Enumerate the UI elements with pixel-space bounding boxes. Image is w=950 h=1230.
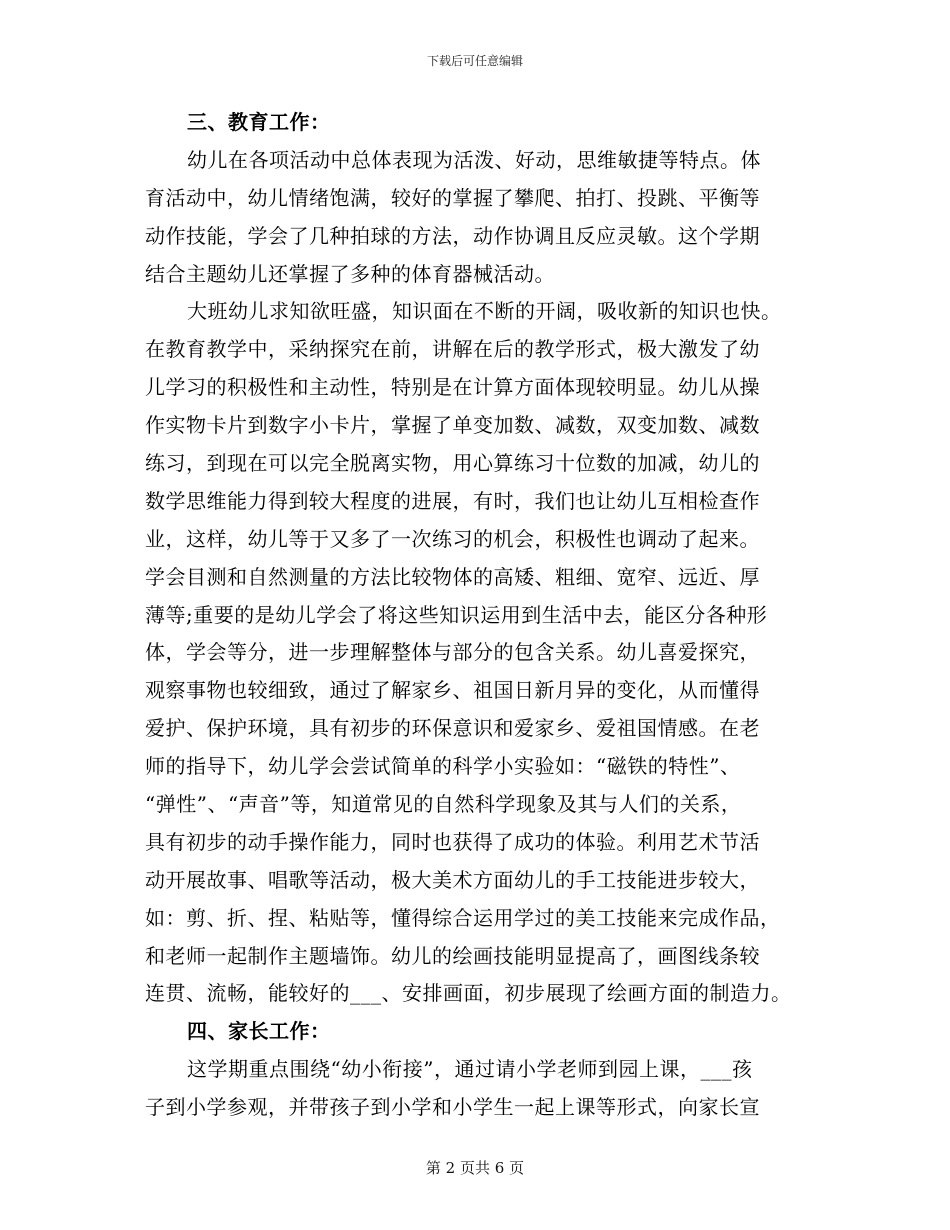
text-line: 薄等;重要的是幼儿学会了将这些知识运用到生活中去，能区分各种形: [145, 602, 768, 627]
text-line: 业，这样，幼儿等于又多了一次练习的机会，积极性也调动了起来。: [145, 526, 760, 551]
text-line: 动开展故事、唱歌等活动，极大美术方面幼儿的手工技能进步较大，: [145, 867, 760, 892]
page-header-note: 下载后可任意编辑: [426, 54, 523, 68]
text-line: 和老师一起制作主题墙饰。幼儿的绘画技能明显提高了，画图线条较: [145, 943, 760, 968]
text-line: 数学思维能力得到较大程度的进展，有时，我们也让幼儿互相检查作: [145, 488, 760, 513]
document-body: [145, 104, 825, 1127]
text-line: 子到小学参观，并带孩子到小学和小学生一起上课等形式，向家长宣: [145, 1095, 760, 1120]
text-line: 在教育教学中，采纳探究在前，讲解在后的教学形式，极大激发了幼: [145, 337, 760, 362]
text-line: 观察事物也较细致，通过了解家乡、祖国日新月异的变化，从而懂得: [145, 678, 760, 703]
text-line: 学会目测和自然测量的方法比较物体的高矮、粗细、宽窄、远近、厚: [145, 564, 760, 589]
section-heading-parents: 四、家长工作：: [187, 1019, 331, 1044]
text-line: 幼儿在各项活动中总体表现为活泼、好动，思维敏捷等特点。体: [187, 147, 761, 172]
text-line: 作实物卡片到数字小卡片，掌握了单变加数、减数，双变加数、减数: [145, 413, 760, 438]
section-heading-education: 三、教育工作：: [187, 110, 331, 134]
text-line: 连贯、流畅，能较好的___、安排画面，初步展现了绘画方面的制造力。: [145, 981, 792, 1006]
text-line: 师的指导下，幼儿学会尝试简单的科学小实验如：“磁铁的特性”、: [145, 754, 741, 779]
text-line: 体，学会等分，进一步理解整体与部分的包含关系。幼儿喜爱探究，: [145, 640, 760, 665]
text-line: 结合主题幼儿还掌握了多种的体育器械活动。: [145, 261, 555, 286]
page-number: 第 2 页共 6 页: [425, 1159, 525, 1177]
text-line: 如：剪、折、捏、粘贴等，懂得综合运用学过的美工技能来完成作品，: [145, 905, 781, 930]
text-line: 育活动中，幼儿情绪饱满，较好的掌握了攀爬、拍打、投跳、平衡等: [145, 185, 760, 210]
text-line: 具有初步的动手操作能力，同时也获得了成功的体验。利用艺术节活: [145, 829, 760, 854]
text-line: 动作技能，学会了几种拍球的方法，动作协调且反应灵敏。这个学期: [145, 223, 760, 248]
text-line: 儿学习的积极性和主动性，特别是在计算方面体现较明显。幼儿从操: [145, 375, 760, 400]
text-line: 爱护、保护环境，具有初步的环保意识和爱家乡、爱祖国情感。在老: [145, 716, 760, 741]
text-line: “弹性”、“声音”等，知道常见的自然科学现象及其与人们的关系，: [145, 792, 742, 817]
text-line: 练习，到现在可以完全脱离实物，用心算练习十位数的加减，幼儿的: [145, 451, 760, 476]
text-line: 这学期重点围绕“幼小衔接”，通过请小学老师到园上课，___孩: [187, 1057, 753, 1082]
text-line: 大班幼儿求知欲旺盛，知识面在不断的开阔，吸收新的知识也快。: [187, 299, 782, 324]
